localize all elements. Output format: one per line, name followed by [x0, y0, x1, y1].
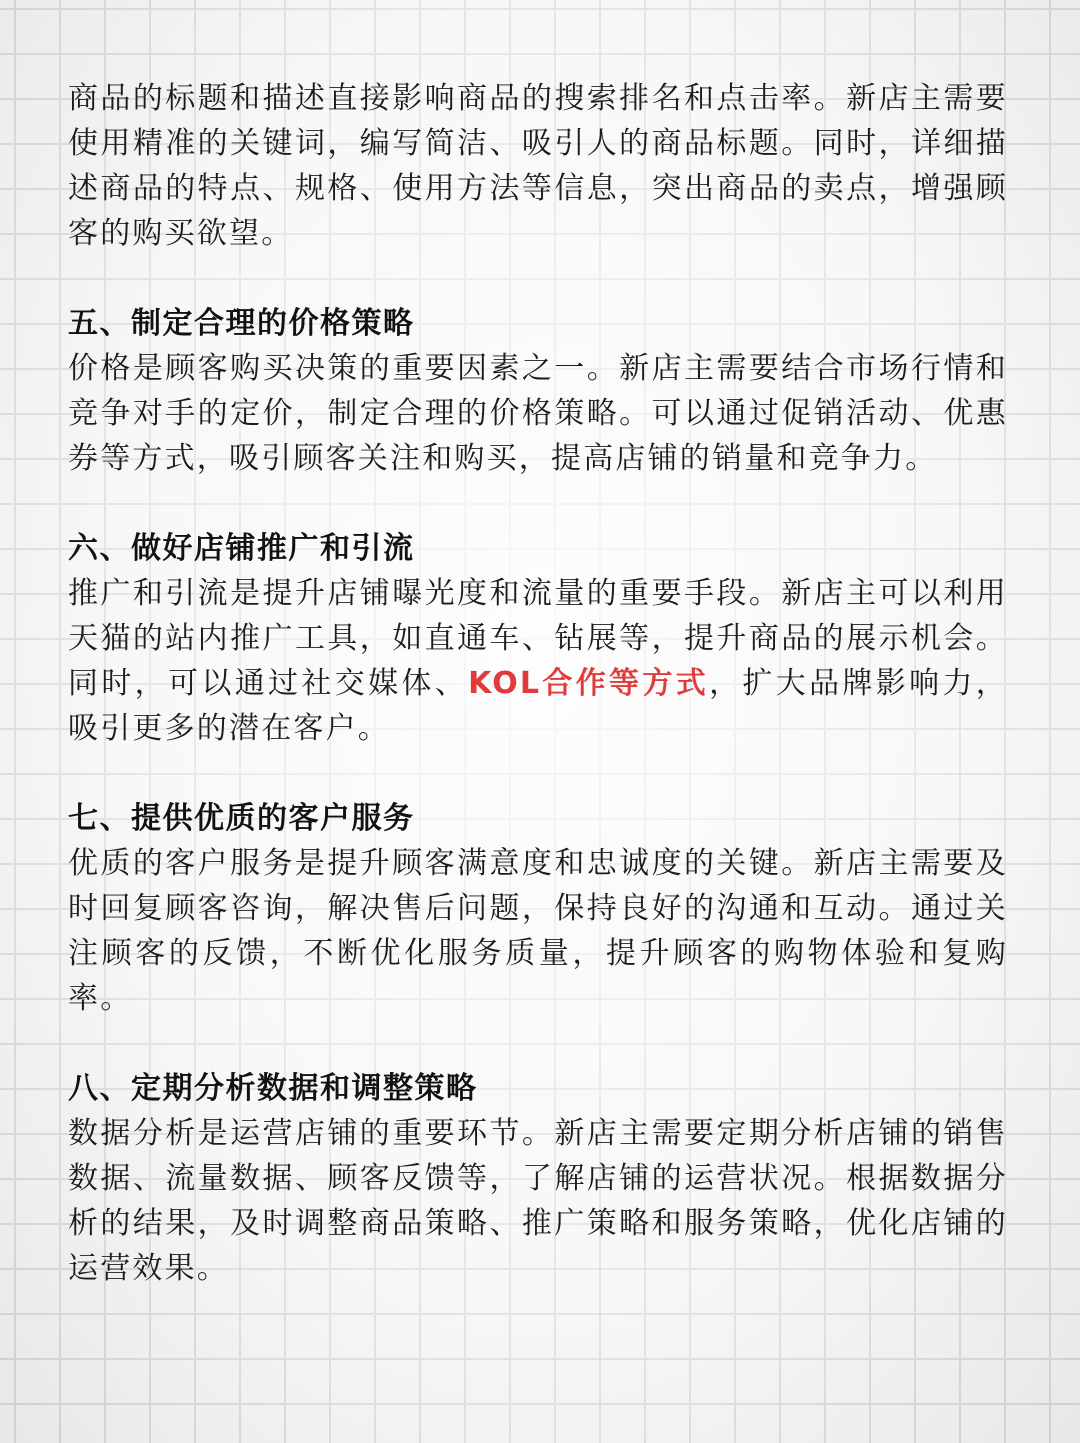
intro-paragraph: 商品的标题和描述直接影响商品的搜索排名和点击率。新店主需要使用精准的关键词，编写简洁、吸引人的商品标题。同时，详细描述商品的特点、规格、使用方法等信息，突出商品的卖点，增强顾客的购买欲望。 [68, 81, 1008, 251]
section-heading: 七、提供优质的客户服务 [68, 801, 415, 836]
section-heading: 八、定期分析数据和调整策略 [68, 1071, 478, 1106]
section-data-analysis [68, 1066, 1008, 1291]
paragraph-text-before: 推广和引流是提升店铺曝光度和流量的重要手段。新店主可以利用天猫的站内推广工具，如直通车、钻展等，提升商品的展示机会。同时，可以通过社交媒体、 [68, 576, 1008, 701]
highlighted-phrase: KOL合作等方式 [468, 666, 710, 701]
section-paragraph [68, 571, 1008, 751]
section-paragraph: 数据分析是运营店铺的重要环节。新店主需要定期分析店铺的销售数据、流量数据、顾客反馈等，了解店铺的运营状况。根据数据分析的结果，及时调整商品策略、推广策略和服务策略，优化店铺的运营效果。 [68, 1116, 1008, 1286]
section-paragraph: 优质的客户服务是提升顾客满意度和忠诚度的关键。新店主需要及时回复顾客咨询，解决售后问题，保持良好的沟通和互动。通过关注顾客的反馈，不断优化服务质量，提升顾客的购物体验和复购率。 [68, 846, 1008, 1016]
section-heading: 六、做好店铺推广和引流 [68, 531, 415, 566]
section-promotion-traffic [68, 526, 1008, 751]
section-customer-service [68, 796, 1008, 1021]
section-paragraph: 价格是顾客购买决策的重要因素之一。新店主需要结合市场行情和竞争对手的定价，制定合理的价格策略。可以通过促销活动、优惠券等方式，吸引顾客关注和购买，提高店铺的销量和竞争力。 [68, 351, 1008, 476]
section-heading: 五、制定合理的价格策略 [68, 306, 415, 341]
paragraph-text-after: ，扩大品牌影响力，吸引更多的潜在客户。 [68, 666, 1008, 746]
article [68, 76, 1008, 1291]
section-pricing-strategy [68, 301, 1008, 481]
